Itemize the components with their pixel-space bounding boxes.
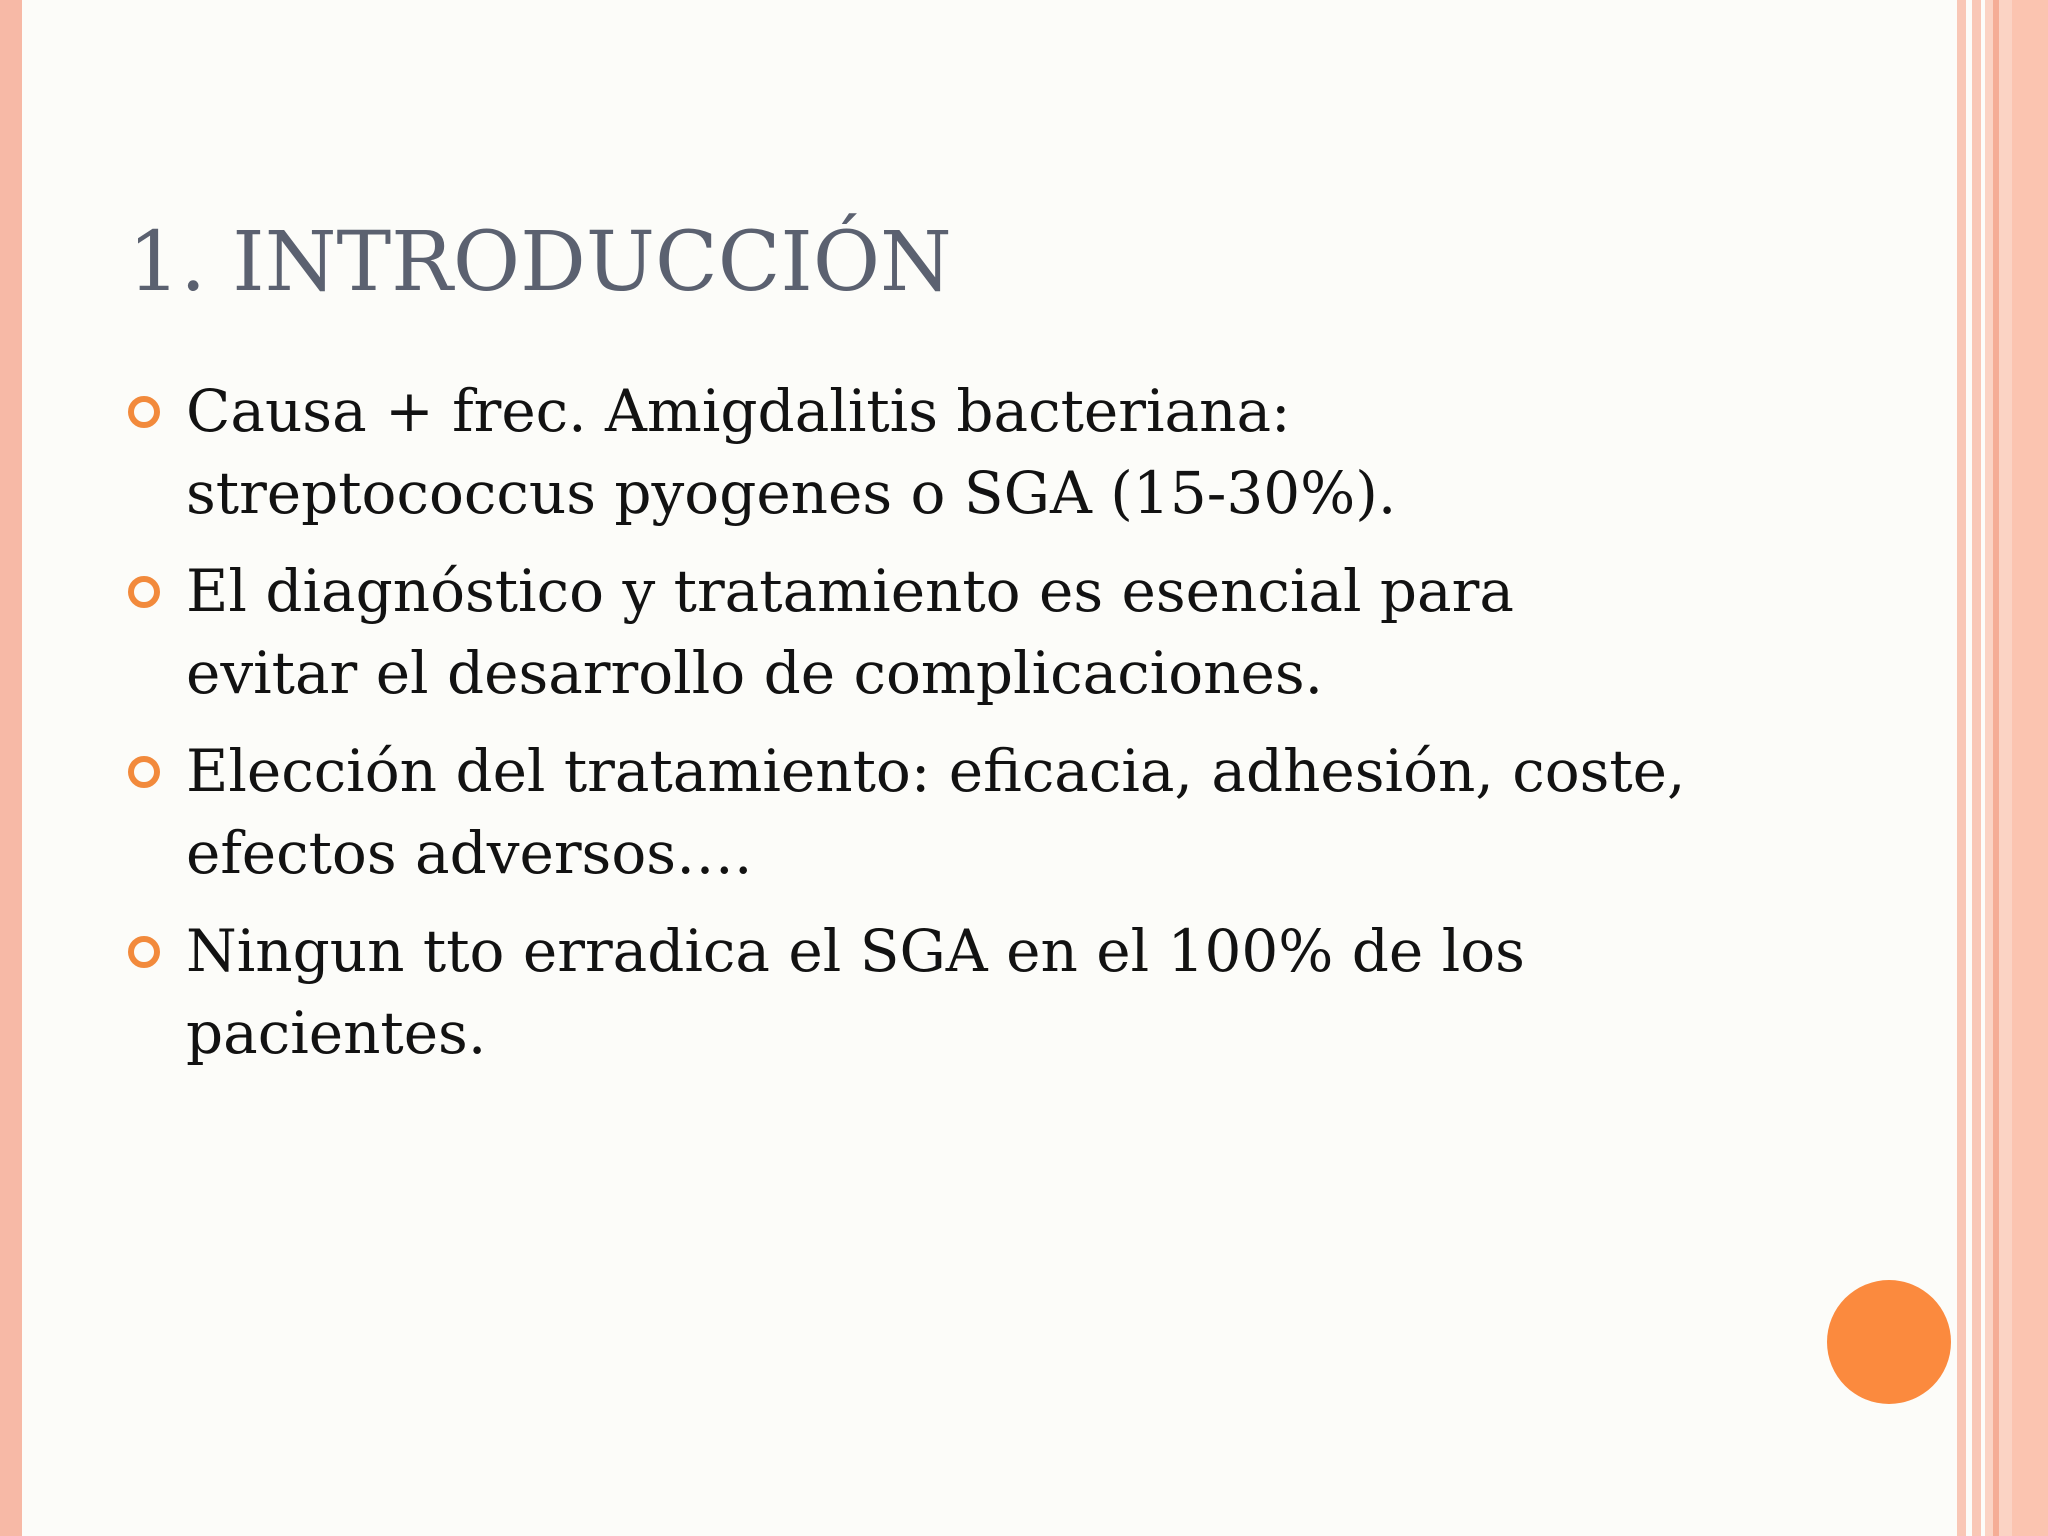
- bullet-circle-icon: [128, 396, 160, 428]
- bullet-text: Causa + frec. Amigdalitis bacteriana: streptococcus pyogenes o SGA (15-30%).: [186, 377, 1397, 527]
- bullet-circle-icon: [128, 576, 160, 608]
- slide-title: 1. INTRODUCCIÓN: [128, 215, 952, 310]
- bullet-circle-icon: [128, 756, 160, 788]
- bullet-item: [0, 370, 1686, 534]
- bullet-text: El diagnóstico y tratamiento es esencial para evitar el desarrollo de complicaciones.: [186, 557, 1514, 707]
- bullet-item: [0, 730, 1686, 894]
- bullet-text: Ningun tto erradica el SGA en el 100% de los pacientes.: [186, 917, 1525, 1067]
- bullet-text: Elección del tratamiento: eficacia, adhesión, coste, efectos adversos….: [186, 737, 1686, 887]
- bullet-circle-icon: [128, 936, 160, 968]
- right-decorative-stripe: [1972, 0, 1981, 1536]
- bullet-list: [0, 370, 1760, 1090]
- bullet-item: [0, 910, 1686, 1074]
- right-decorative-stripe: [1957, 0, 1966, 1536]
- bullet-item: [0, 550, 1686, 714]
- orange-circle-decoration-icon: [1827, 1280, 1951, 1404]
- right-decorative-stripe: [2012, 0, 2048, 1536]
- right-decorative-stripe: [1993, 0, 1999, 1536]
